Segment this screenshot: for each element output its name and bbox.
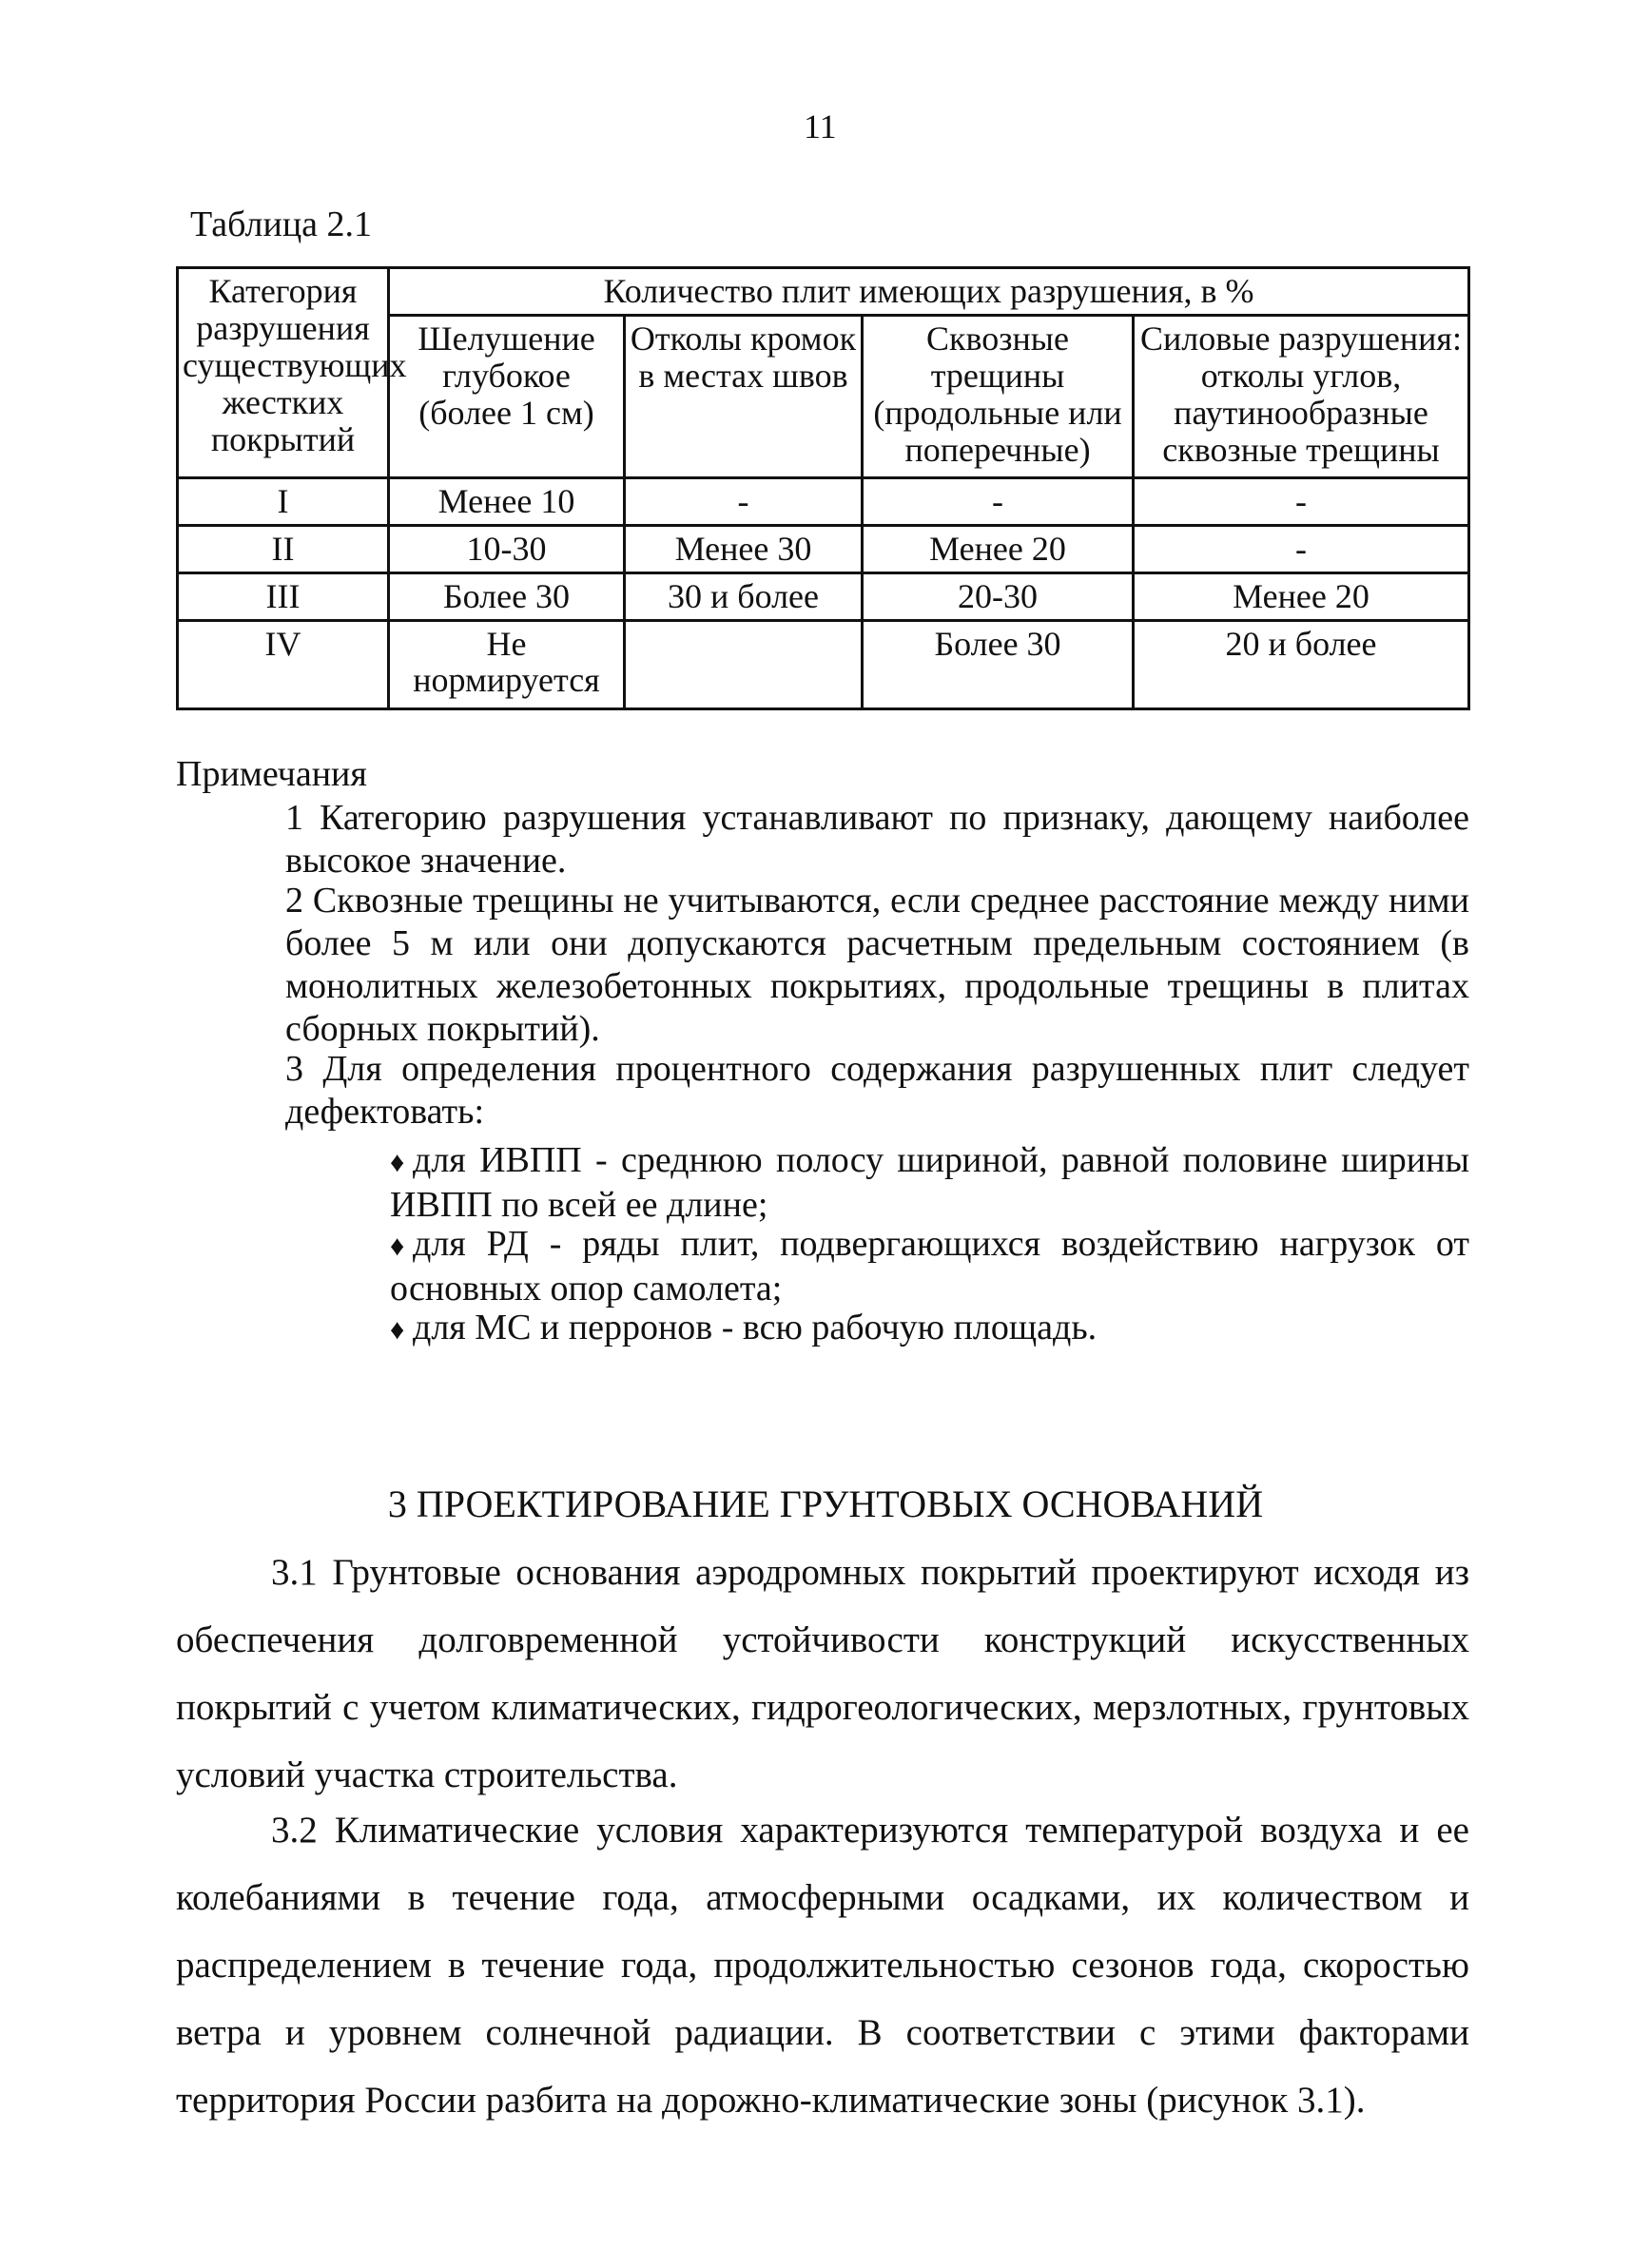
body-paragraph: 3.1 Грунтовые основания аэродромных покрытий проектируют исходя из обеспечения долговременной устойчивости конструкций искусственных покрытий с учетом климатических, гидрогеологических, мерзлотных, грунтовых условий участка строительства. — [176, 1552, 1469, 1795]
column-header-structural-damage: Силовые разрушения: отколы углов, паутинообразные сквозные трещины — [1134, 315, 1469, 477]
table-cell-category: I — [178, 477, 389, 525]
table-cell-category: II — [178, 525, 389, 572]
body-paragraph: 3.2 Климатические условия характеризуются температурой воздуха и ее колебаниями в течение года, атмосферными осадками, их количеством и распределением в течение года, продолжительностью сезонов года, скоростью ветра и уровнем солнечной радиации. В соответствии с этими факторами территория России разбита на дорожно-климатические зоны (рисунок 3.1). — [176, 1810, 1469, 2121]
note-item: 1 Категорию разрушения устанавливают по признаку, дающему наиболее высокое значение. — [285, 798, 1469, 881]
table-cell: Менее 20 — [863, 525, 1134, 572]
table-row — [178, 572, 1469, 620]
bullet-text: для РД - ряды плит, подвергающихся воздействию нагрузок от основных опор самолета; — [390, 1224, 1469, 1308]
diamond-bullet-icon: ♦ — [390, 1314, 405, 1346]
column-header-peeling: Шелушение глубокое (более 1 см) — [389, 315, 625, 477]
bullet-text: для ИВПП - среднюю полосу шириной, равной половине ширины ИВПП по всей ее длине; — [390, 1140, 1469, 1225]
damage-category-table — [176, 266, 1470, 710]
bullet-item — [390, 1139, 1469, 1227]
bullet-text: для МС и перронов - всю рабочую площадь. — [413, 1308, 1097, 1347]
table-caption: Таблица 2.1 — [190, 204, 373, 244]
column-group-header: Количество плит имеющих разрушения, в % — [389, 268, 1469, 316]
table-cell — [625, 620, 863, 708]
note-item: 2 Сквозные трещины не учитываются, если среднее расстояние между ними более 5 м или они допускаются расчетным предельным состоянием (в монолитных железобетонных покрытиях, продольные трещины в плитах сборных покрытий). — [285, 881, 1469, 1049]
table-cell: 20-30 — [863, 572, 1134, 620]
column-header-through-cracks: Сквозные трещины (продольные или поперечные) — [863, 315, 1134, 477]
table-cell-category: III — [178, 572, 389, 620]
table-row — [178, 477, 1469, 525]
column-header-category: Категория разрушения существующих жестких покрытий — [178, 268, 389, 478]
table-header-row — [178, 268, 1469, 316]
table-cell: 20 и более — [1134, 620, 1469, 708]
section-heading: 3 ПРОЕКТИРОВАНИЕ ГРУНТОВЫХ ОСНОВАНИЙ — [387, 1483, 1264, 1525]
table-cell-category: IV — [178, 620, 389, 708]
table-row — [178, 525, 1469, 572]
page-number: 11 — [804, 107, 837, 145]
diamond-bullet-icon: ♦ — [390, 1147, 405, 1178]
notes-heading: Примечания — [176, 754, 367, 794]
bullet-item — [390, 1223, 1469, 1310]
table-cell: - — [863, 477, 1134, 525]
column-header-edge-chips: Отколы кромок в местах швов — [625, 315, 863, 477]
table-cell: - — [1134, 477, 1469, 525]
table-cell: Более 30 — [863, 620, 1134, 708]
table-cell: 10-30 — [389, 525, 625, 572]
table-cell: - — [625, 477, 863, 525]
table-cell: - — [1134, 525, 1469, 572]
table-cell: Менее 10 — [389, 477, 625, 525]
note-item: 3 Для определения процентного содержания разрушенных плит следует дефектовать: — [285, 1049, 1469, 1132]
table-cell: Менее 30 — [625, 525, 863, 572]
table-row — [178, 620, 1469, 708]
table-cell: Более 30 — [389, 572, 625, 620]
table-cell: Менее 20 — [1134, 572, 1469, 620]
table-cell: Не нормируется — [389, 620, 625, 708]
table-cell: 30 и более — [625, 572, 863, 620]
bullet-item — [390, 1307, 1469, 1351]
diamond-bullet-icon: ♦ — [390, 1231, 405, 1262]
